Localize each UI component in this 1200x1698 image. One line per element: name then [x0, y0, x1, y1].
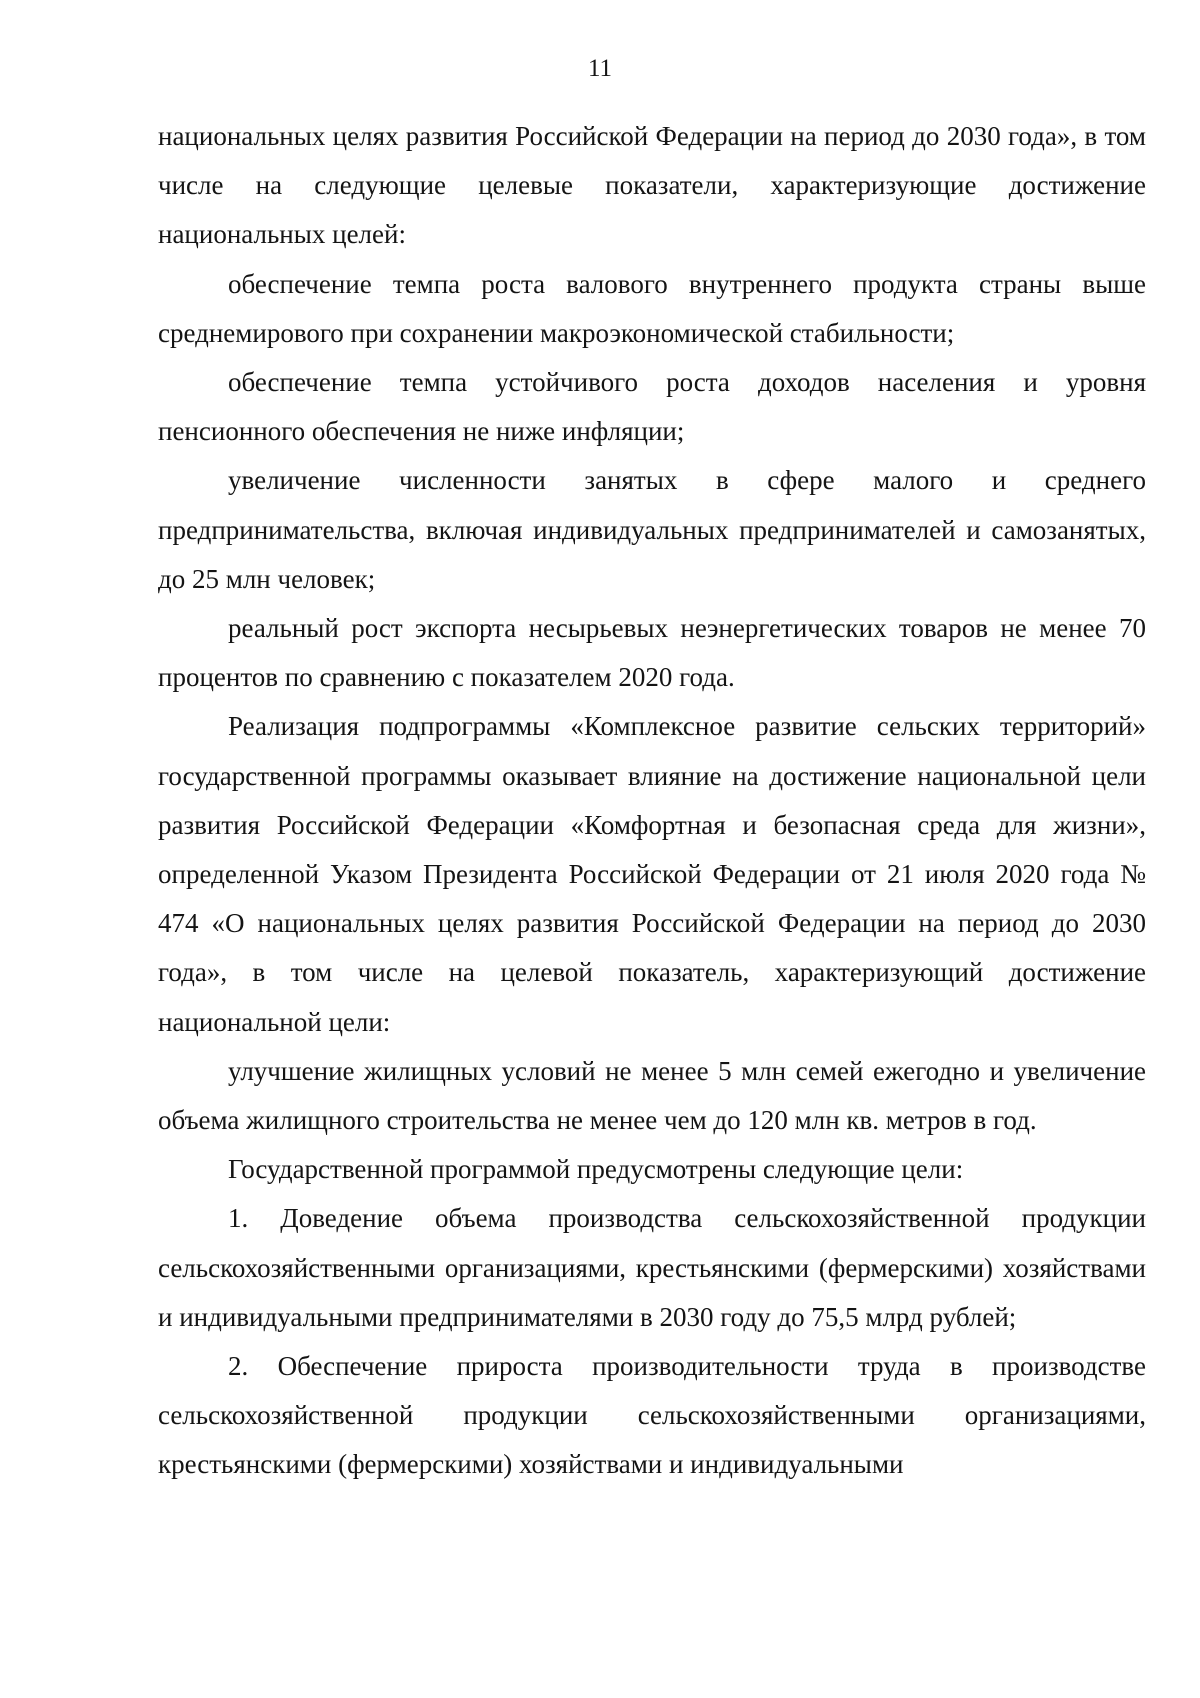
paragraph-continuation: национальных целях развития Российской Федерации на период до 2030 года», в том числе на следующие целевые показатели, характеризующие достижение национальных целей:: [158, 121, 1146, 250]
paragraph-goal-2: 2. Обеспечение прироста производительности труда в производстве сельскохозяйственной продукции сельскохозяйственными организациями, крестьянскими (фермерскими) хозяйствами и индивидуальными: [158, 1351, 1146, 1480]
paragraph-employment: увеличение численности занятых в сфере малого и среднего предпринимательства, включая индивидуальных предпринимателей и самозанятых, до 25 млн человек;: [158, 465, 1146, 594]
paragraph-goal-1: 1. Доведение объема производства сельскохозяйственной продукции сельскохозяйственными организациями, крестьянскими (фермерскими) хозяйствами и индивидуальными предпринимателями в 2030 году до 75,5 млрд рублей;: [158, 1203, 1146, 1332]
body-text: [158, 112, 1146, 1490]
paragraph-income-growth: обеспечение темпа устойчивого роста доходов населения и уровня пенсионного обеспечения не ниже инфляции;: [158, 367, 1146, 447]
paragraph-gdp-growth: обеспечение темпа роста валового внутреннего продукта страны выше среднемирового при сохранении макроэкономической стабильности;: [158, 268, 1146, 348]
paragraph-rural-subprogram: Реализация подпрограммы «Комплексное развитие сельских территорий» государственной программы оказывает влияние на достижение национальной цели развития Российской Федерации «Комфортная и безопасная среда для жизни», определенной Указом Президента Российской Федерации от 21 июля 2020 года № 474 «О национальных целях развития Российской Федерации на период до 2030 года», в том числе на целевой показатель, характеризующий достижение национальной цели:: [158, 711, 1146, 1037]
paragraph-goals-intro: Государственной программой предусмотрены следующие цели:: [228, 1154, 964, 1185]
paragraph-export: реальный рост экспорта несырьевых неэнергетических товаров не менее 70 процентов по сравнению с показателем 2020 года.: [158, 613, 1146, 693]
paragraph-housing: улучшение жилищных условий не менее 5 млн семей ежегодно и увеличение объема жилищного строительства не менее чем до 120 млн кв. метров в год.: [158, 1055, 1146, 1136]
page-number: 11: [587, 55, 613, 82]
